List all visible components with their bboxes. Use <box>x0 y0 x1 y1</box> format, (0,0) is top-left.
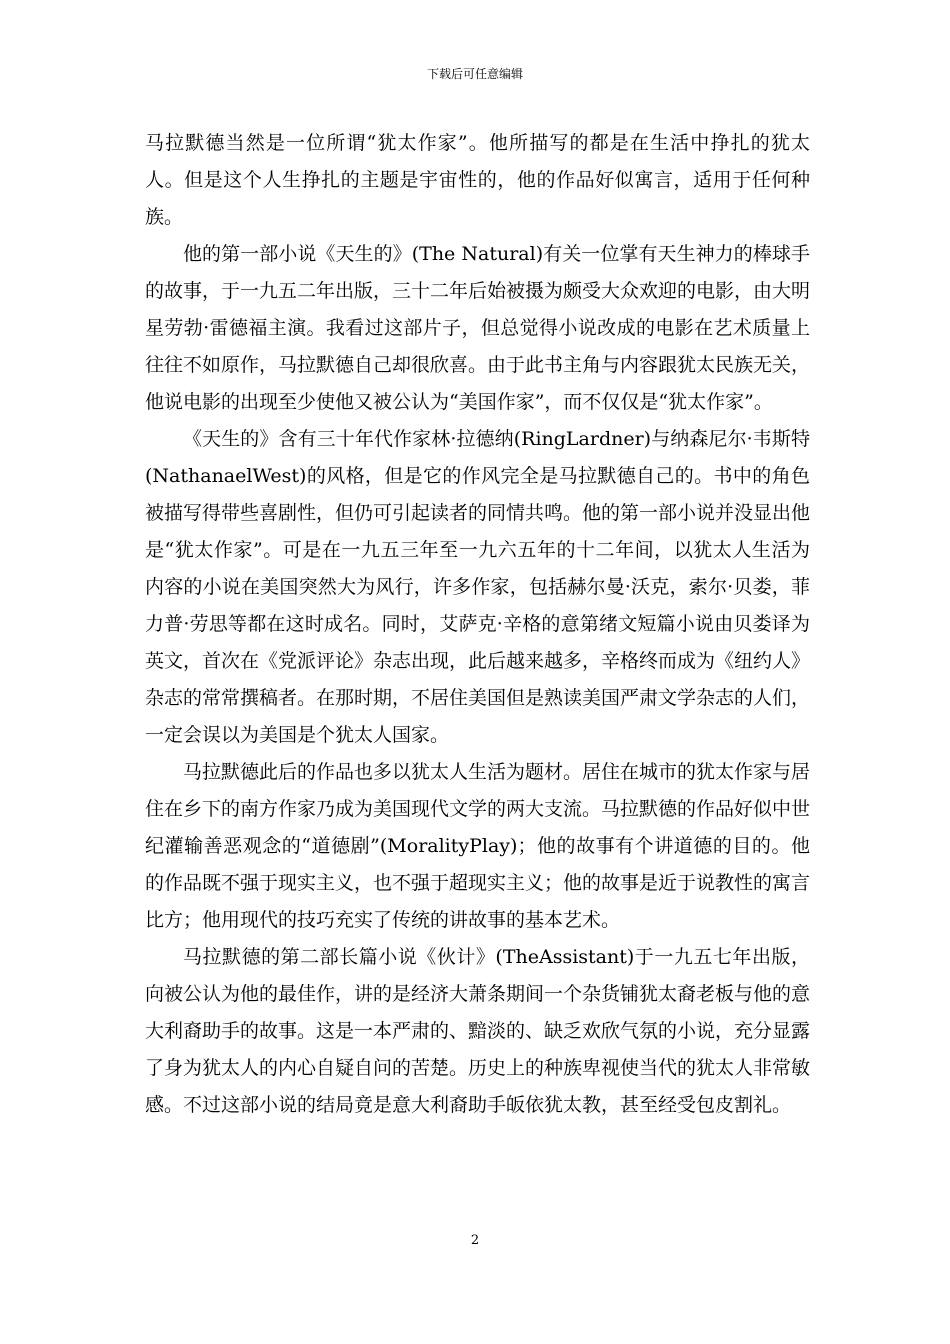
paragraph-2: 他的第一部小说《天生的》(The Natural)有关一位掌有天生神力的棒球手的故事，于一九五二年出版，三十二年后始被摄为颇受大众欢迎的电影，由大明星劳勃·雷德福主演。我看过这部片子，但总觉得小说改成的电影在艺术质量上往往不如原作，马拉默德自己却很欣喜。由于此书主角与内容跟犹太民族无关，他说电影的出现至少使他又被公认为“美国作家”，而不仅仅是“犹太作家”。 <box>145 243 811 413</box>
paragraph-5: 马拉默德的第二部长篇小说《伙计》(TheAssistant)于一九五七年出版，向被公认为他的最佳作，讲的是经济大萧条期间一个杂货铺犹太裔老板与他的意大利裔助手的故事。这是一本严肃的、黯淡的、缺乏欢欣气氛的小说，充分显露了身为犹太人的内心自疑自问的苦楚。历史上的种族卑视使当代的犹太人非常敏感。不过这部小说的结局竟是意大利裔助手皈依犹太教，甚至经受包皮割礼。 <box>145 946 811 1116</box>
paragraph-1: 马拉默德当然是一位所谓“犹太作家”。他所描写的都是在生活中挣扎的犹太人。但是这个人生挣扎的主题是宇宙性的，他的作品好似寓言，适用于任何种族。 <box>145 132 810 228</box>
paragraph-4: 马拉默德此后的作品也多以犹太人生活为题材。居住在城市的犹太作家与居住在乡下的南方作家乃成为美国现代文学的两大支流。马拉默德的作品好似中世纪灌输善恶观念的“道德剧”(MoralityPlay)；他的故事有个讲道德的目的。他的作品既不强于现实主义，也不强于超现实主义；他的故事是近于说教性的寓言比方；他用现代的技巧充实了传统的讲故事的基本艺术。 <box>145 761 811 931</box>
document-body <box>145 125 810 1124</box>
paragraph-3: 《天生的》含有三十年代作家林·拉德纳(RingLardner)与纳森尼尔·韦斯特(NathanaelWest)的风格，但是它的作风完全是马拉默德自己的。书中的角色被描写得带些喜剧性，但仍可引起读者的同情共鸣。他的第一部小说并没显出他是“犹太作家”。可是在一九五三年至一九六五年的十二年间，以犹太人生活为内容的小说在美国突然大为风行，许多作家，包括赫尔曼·沃克，索尔·贝娄，菲力普·劳思等都在这时成名。同时，艾萨克·辛格的意第绪文短篇小说由贝娄译为英文，首次在《党派评论》杂志出现，此后越来越多，辛格终而成为《纽约人》杂志的常常撰稿者。在那时期，不居住美国但是熟读美国严肃文学杂志的人们，一定会误以为美国是个犹太人国家。 <box>145 428 811 746</box>
page-number: 2 <box>470 1233 480 1248</box>
page-header: 下载后可任意编辑 <box>426 67 523 81</box>
